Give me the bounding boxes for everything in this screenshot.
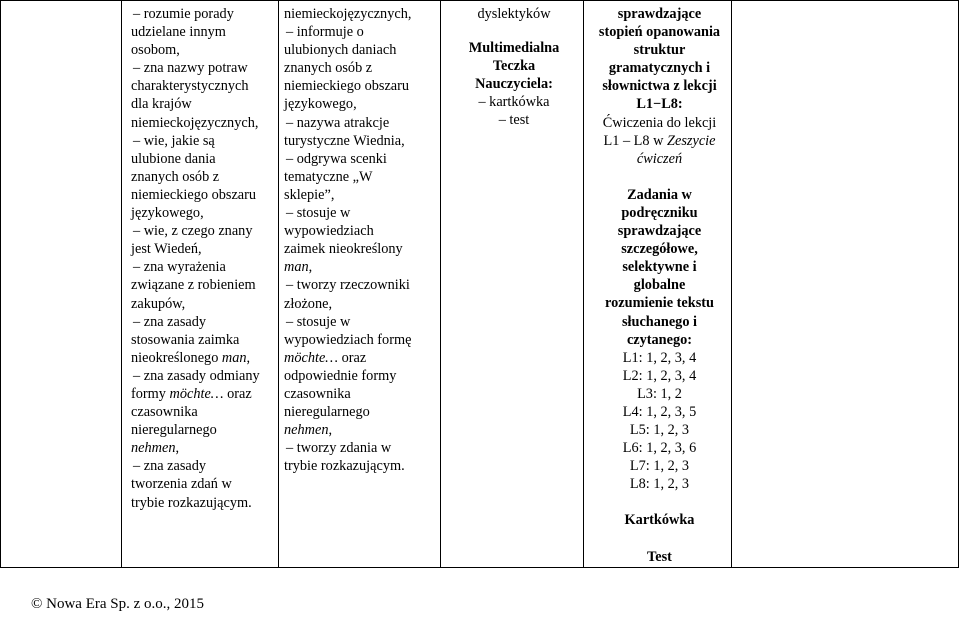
task-line: L6: 1, 2, 3, 6 bbox=[622, 440, 697, 457]
text-line: nehmen, bbox=[131, 440, 180, 457]
exercise-note: ćwiczeń bbox=[636, 150, 683, 167]
assessment-heading: L1−L8: bbox=[636, 96, 683, 113]
materials-title: Nauczyciela: bbox=[475, 76, 553, 93]
knowledge-cell bbox=[122, 1, 279, 568]
assessment-heading: sprawdzające bbox=[617, 6, 702, 22]
task-line: L5: 1, 2, 3 bbox=[629, 422, 690, 439]
text-line: zaimek nieokreślony bbox=[284, 241, 403, 258]
text-line: – odgrywa scenki bbox=[286, 150, 387, 167]
text-line: man, bbox=[284, 259, 313, 276]
text-line: sklepie”, bbox=[284, 186, 335, 203]
text-line: tworzenia zdań w bbox=[131, 476, 232, 493]
text-line: ulubione dania bbox=[131, 150, 216, 167]
text-line: osobom, bbox=[131, 42, 180, 59]
text-line: jest Wiedeń, bbox=[131, 241, 202, 258]
text-line: – zna nazwy potraw bbox=[133, 60, 248, 77]
text-line: – wie, jakie są bbox=[133, 132, 215, 149]
tasks-heading: globalne bbox=[633, 277, 686, 294]
exercise-note: Ćwiczenia do lekcji bbox=[602, 114, 717, 131]
text-line: – tworzy zdania w bbox=[286, 440, 392, 457]
text-line: – zna zasady bbox=[133, 313, 207, 330]
tasks-heading: szczegółowe, bbox=[621, 241, 698, 258]
materials-item: – test bbox=[498, 112, 530, 129]
materials-title: Teczka bbox=[492, 58, 536, 75]
text-line: znanych osób z bbox=[284, 60, 373, 77]
text-line: trybie rozkazującym. bbox=[131, 494, 252, 511]
assessment-heading: struktur bbox=[633, 42, 686, 59]
task-line: L2: 1, 2, 3, 4 bbox=[622, 367, 697, 384]
text-line: niemieckiego obszaru bbox=[131, 186, 257, 203]
knowledge-list bbox=[122, 1, 278, 512]
text-line: – wie, z czego znany bbox=[133, 223, 253, 240]
text-line: językowego, bbox=[284, 96, 357, 113]
task-line: L1: 1, 2, 3, 4 bbox=[622, 349, 697, 366]
text-line: znanych osób z bbox=[131, 168, 220, 185]
table-row bbox=[1, 1, 959, 568]
task-line: L7: 1, 2, 3 bbox=[629, 458, 690, 475]
text-line: – zna wyrażenia bbox=[133, 259, 226, 276]
text-line: językowego, bbox=[131, 205, 204, 222]
tasks-heading: słuchanego i bbox=[621, 313, 698, 330]
skills-cell bbox=[279, 1, 441, 568]
materials-item: – kartkówka bbox=[478, 94, 550, 111]
text-line: czasownika bbox=[284, 385, 351, 402]
materials-title: Multimedialna bbox=[468, 40, 560, 57]
text-line: ulubionych daniach bbox=[284, 42, 397, 59]
tasks-heading: podręczniku bbox=[621, 204, 698, 221]
text-line: – nazywa atrakcje bbox=[286, 114, 390, 131]
empty-cell-right bbox=[732, 1, 959, 568]
materials-line: dyslektyków bbox=[477, 6, 551, 22]
tasks-heading: Zadania w bbox=[627, 186, 692, 203]
exercise-note: L1 – L8 w Zeszycie bbox=[603, 132, 716, 149]
copyright-footer: © Nowa Era Sp. z o.o., 2015 bbox=[31, 596, 205, 612]
text-line: odpowiednie formy bbox=[284, 367, 397, 384]
empty-cell-left bbox=[1, 1, 122, 568]
text-line: nehmen, bbox=[284, 422, 333, 439]
text-line: zakupów, bbox=[131, 295, 186, 312]
text-line: złożone, bbox=[284, 295, 333, 312]
assessment-cell bbox=[584, 1, 732, 568]
text-line: nieregularnego bbox=[284, 404, 370, 421]
quiz-label: Kartkówka bbox=[624, 512, 695, 529]
text-line: dla krajów bbox=[131, 96, 192, 113]
text-line: – stosuje w bbox=[286, 313, 351, 330]
task-line: L8: 1, 2, 3 bbox=[629, 476, 690, 493]
task-line: L3: 1, 2 bbox=[637, 385, 682, 402]
test-label: Test bbox=[647, 548, 672, 565]
text-line: wypowiedziach bbox=[284, 223, 374, 240]
text-line: charakterystycznych bbox=[131, 78, 249, 95]
text-line: czasownika bbox=[131, 404, 198, 421]
assessment-heading: gramatycznych i bbox=[608, 60, 711, 77]
text-line: niemieckojęzycznych, bbox=[284, 6, 412, 22]
tasks-heading: czytanego: bbox=[626, 331, 693, 348]
text-line: niemieckiego obszaru bbox=[284, 78, 410, 95]
text-line: nieokreślonego man, bbox=[131, 349, 251, 366]
text-line: związane z robieniem bbox=[131, 277, 256, 294]
text-line: nieregularnego bbox=[131, 422, 217, 439]
text-line: – tworzy rzeczowniki bbox=[286, 277, 410, 294]
tasks-heading: sprawdzające bbox=[617, 223, 702, 240]
text-line: turystyczne Wiednia, bbox=[284, 132, 405, 149]
skills-list bbox=[279, 1, 440, 475]
text-line: – informuje o bbox=[286, 24, 364, 41]
text-line: – zna zasady odmiany bbox=[133, 367, 260, 384]
text-line: tematyczne „W bbox=[284, 168, 373, 185]
tasks-heading: rozumienie tekstu bbox=[605, 295, 714, 312]
text-line: niemieckojęzycznych, bbox=[131, 114, 259, 131]
text-line: – rozumie porady bbox=[133, 6, 234, 22]
text-line: – zna zasady bbox=[133, 458, 207, 475]
text-line: formy möchte… oraz bbox=[131, 385, 252, 402]
text-line: – stosuje w bbox=[286, 205, 351, 222]
text-line: stosowania zaimka bbox=[131, 331, 240, 348]
text-line: trybie rozkazującym. bbox=[284, 458, 405, 475]
tasks-heading: selektywne i bbox=[622, 259, 697, 276]
materials-cell bbox=[441, 1, 584, 568]
assessment-heading: słownictwa z lekcji bbox=[602, 78, 717, 95]
text-line: wypowiedziach formę bbox=[284, 331, 412, 348]
task-line: L4: 1, 2, 3, 5 bbox=[622, 403, 697, 420]
assessment-heading: stopień opanowania bbox=[598, 24, 721, 41]
text-line: möchte… oraz bbox=[284, 349, 367, 366]
text-line: udzielane innym bbox=[131, 24, 226, 41]
